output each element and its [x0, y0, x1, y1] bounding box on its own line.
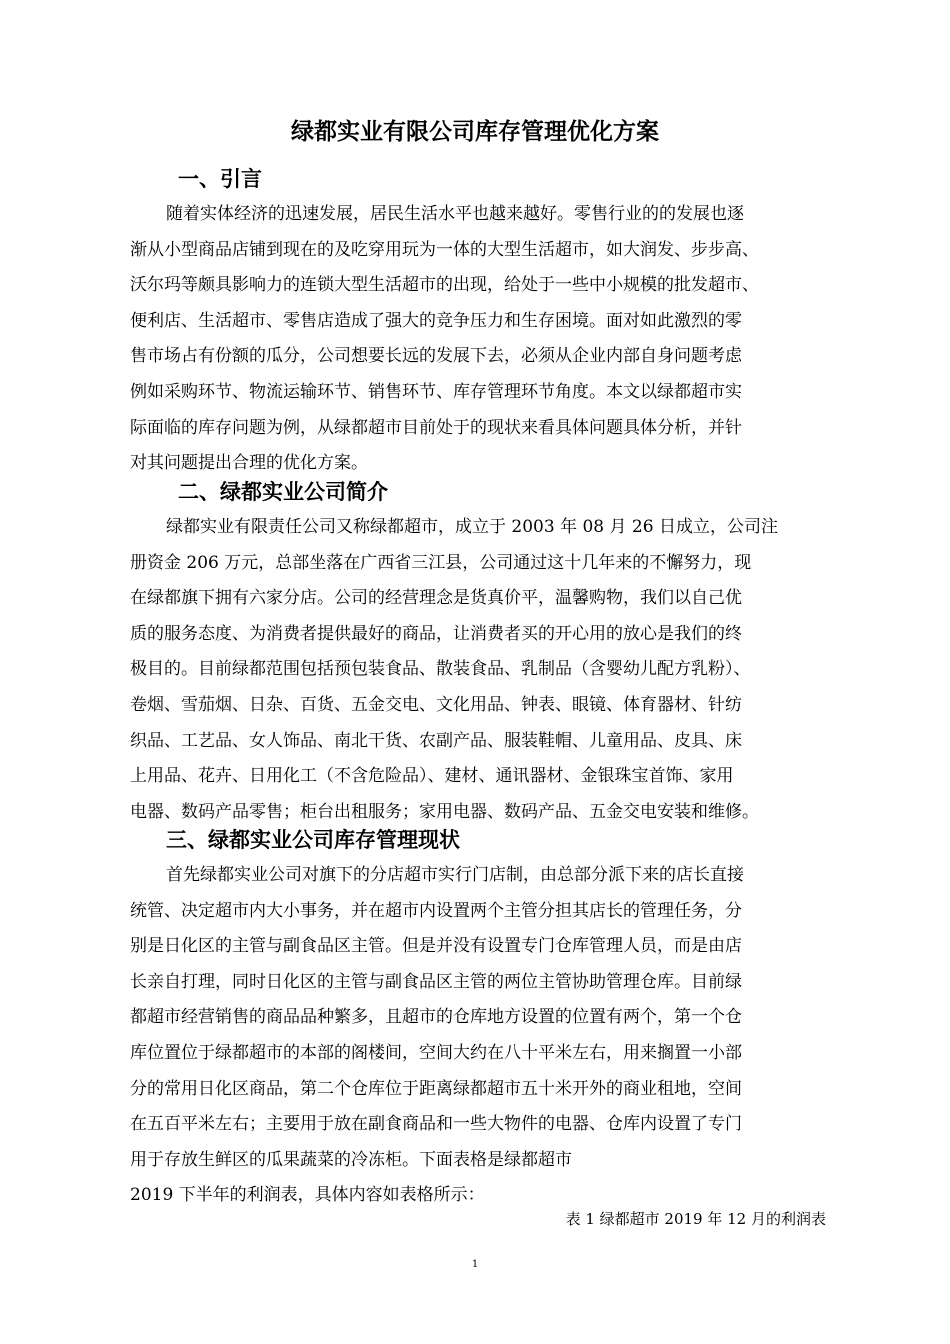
text-line: 长亲自打理，同时日化区的主管与副食品区主管的两位主管协助管理仓库。目前绿 [130, 971, 742, 992]
paragraph-introduction [130, 197, 830, 482]
text-line: 织品、工艺品、女人饰品、南北干货、农副产品、服装鞋帽、儿童用品、皮具、床 [130, 730, 742, 751]
text-line: 库位置位于绿都超市的本部的阁楼间，空间大约在八十平米左右，用来搁置一小部 [130, 1042, 742, 1063]
text-line: 便利店、生活超市、零售店造成了强大的竞争压力和生存困境。面对如此激烈的零 [130, 310, 742, 331]
text-line: 售市场占有份额的瓜分，公司想要长远的发展下去，必须从企业内部自身问题考虑 [130, 346, 742, 367]
table-caption: 表 1 绿都超市 2019 年 12 月的利润表 [565, 1210, 826, 1228]
text-line: 在绿都旗下拥有六家分店。公司的经营理念是货真价平，温馨购物，我们以自己优 [130, 588, 742, 609]
text-line: 质的服务态度、为消费者提供最好的商品，让消费者买的开心用的放心是我们的终 [130, 623, 742, 644]
text-line: 分的常用日化区商品，第二个仓库位于距离绿都超市五十米开外的商业租地，空间 [130, 1078, 742, 1099]
text-line: 例如采购环节、物流运输环节、销售环节、库存管理环节角度。本文以绿都超市实 [130, 381, 742, 402]
text-line: 都超市经营销售的商品品种繁多，且超市的仓库地方设置的位置有两个，第一个仓 [130, 1007, 742, 1028]
paragraph-company-profile [130, 510, 830, 830]
paragraph-inventory-status [130, 858, 830, 1214]
text-line: 统管、决定超市内大小事务，并在超市内设置两个主管分担其店长的管理任务，分 [130, 900, 742, 921]
text-line: 2019 下半年的利润表，具体内容如表格所示： [130, 1185, 485, 1206]
section-heading-company-profile: 二、绿都实业公司简介 [178, 480, 388, 504]
text-line: 对其问题提出合理的优化方案。 [130, 453, 368, 474]
text-line: 在五百平米左右；主要用于放在副食商品和一些大物件的电器、仓库内设置了专门 [130, 1114, 742, 1135]
text-line: 别是日化区的主管与副食品区主管。但是并没有设置专门仓库管理人员，而是由店 [130, 936, 742, 957]
document-title: 绿都实业有限公司库存管理优化方案 [291, 119, 659, 145]
section-heading-inventory-status: 三、绿都实业公司库存管理现状 [166, 828, 460, 852]
text-line: 际面临的库存问题为例，从绿都超市目前处于的现状来看具体问题具体分析，并针 [130, 417, 742, 438]
text-line: 随着实体经济的迅速发展，居民生活水平也越来越好。零售行业的的发展也逐 [166, 204, 744, 224]
text-line: 绿都实业有限责任公司又称绿都超市，成立于 2003 年 08 月 26 日成立，公司注 [166, 517, 778, 537]
text-line: 渐从小型商品店铺到现在的及吃穿用玩为一体的大型生活超市，如大润发、步步高、 [130, 239, 759, 260]
text-line: 册资金 206 万元，总部坐落在广西省三江县，公司通过这十几年来的不懈努力，现 [130, 552, 752, 573]
text-line: 卷烟、雪茄烟、日杂、百货、五金交电、文化用品、钟表、眼镜、体育器材、针纺 [130, 694, 742, 715]
text-line: 上用品、花卉、日用化工（不含危险品）、建材、通讯器材、金银珠宝首饰、家用 [130, 766, 734, 787]
text-line: 沃尔玛等颇具影响力的连锁大型生活超市的出现，给处于一些中小规模的批发超市、 [130, 275, 759, 296]
page-number: 1 [471, 1259, 479, 1270]
text-line: 极目的。目前绿都范围包括预包装食品、散装食品、乳制品（含婴幼儿配方乳粉）、 [130, 659, 751, 680]
section-heading-introduction: 一、引言 [178, 167, 262, 191]
text-line: 用于存放生鲜区的瓜果蔬菜的冷冻柜。下面表格是绿都超市 [130, 1149, 572, 1170]
text-line: 首先绿都实业公司对旗下的分店超市实行门店制，由总部分派下来的店长直接 [166, 865, 744, 885]
text-line: 电器、数码产品零售；柜台出租服务；家用电器、数码产品、五金交电安装和维修。 [130, 801, 759, 822]
